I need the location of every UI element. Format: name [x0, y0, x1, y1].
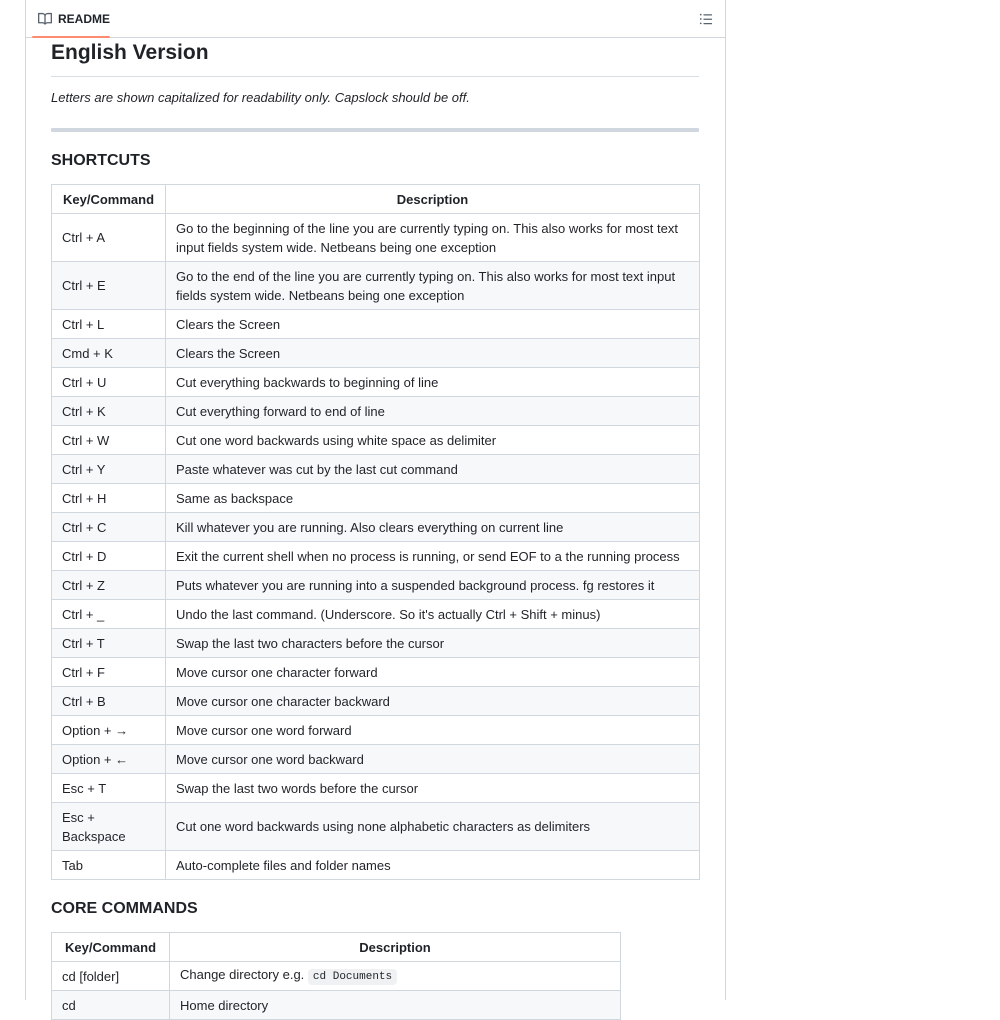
description-cell: Go to the beginning of the line you are currently typing on. This also works for most text input fields system wide. Netbeans being one exception: [166, 214, 700, 262]
column-header-description: Description: [166, 185, 700, 214]
key-cell: Ctrl + F: [52, 658, 166, 687]
description-cell: Swap the last two characters before the cursor: [166, 629, 700, 658]
description-cell: Move cursor one character backward: [166, 687, 700, 716]
table-row: [52, 851, 700, 880]
table-row: [52, 339, 700, 368]
key-cell: Ctrl + B: [52, 687, 166, 716]
table-row: [52, 368, 700, 397]
table-row: [52, 803, 700, 851]
table-row: [52, 962, 621, 991]
key-cell: Ctrl + A: [52, 214, 166, 262]
table-row: [52, 455, 700, 484]
key-cell: Ctrl + K: [52, 397, 166, 426]
key-cell: Ctrl + T: [52, 629, 166, 658]
description-cell: Exit the current shell when no process is running, or send EOF to a the running process: [166, 542, 700, 571]
core-commands-heading: CORE COMMANDS: [51, 900, 198, 917]
key-cell: Ctrl + H: [52, 484, 166, 513]
table-row: [52, 774, 700, 803]
description-cell: Move cursor one character forward: [166, 658, 700, 687]
table-row: [52, 397, 700, 426]
readme-panel: [25, 0, 726, 1013]
key-cell: Esc + Backspace: [52, 803, 166, 851]
book-icon: [38, 12, 52, 26]
key-cell: Ctrl + E: [52, 262, 166, 310]
list-unordered-icon[interactable]: [699, 12, 713, 26]
readme-tab[interactable]: [26, 0, 110, 37]
key-cell: cd: [52, 991, 170, 1020]
description-cell: Cut one word backwards using white space as delimiter: [166, 426, 700, 455]
readme-tab-label: README: [58, 11, 111, 26]
table-row: [52, 745, 700, 774]
key-cell: Tab: [52, 851, 166, 880]
description-cell: [170, 991, 621, 1020]
description-cell: Same as backspace: [166, 484, 700, 513]
column-header-key: Key/Command: [52, 933, 170, 962]
description-cell: Paste whatever was cut by the last cut command: [166, 455, 700, 484]
column-header-key: Key/Command: [52, 185, 166, 214]
column-header-description: Description: [170, 933, 621, 962]
table-row: [52, 991, 621, 1020]
description-cell: Cut everything backwards to beginning of line: [166, 368, 700, 397]
key-cell: Ctrl + _: [52, 600, 166, 629]
table-row: [52, 687, 700, 716]
description-cell: Swap the last two words before the cursor: [166, 774, 700, 803]
description-cell: Kill whatever you are running. Also clears everything on current line: [166, 513, 700, 542]
key-cell: Ctrl + D: [52, 542, 166, 571]
key-cell: Ctrl + Y: [52, 455, 166, 484]
description-cell: Go to the end of the line you are currently typing on. This also works for most text input fields system wide. Netbeans being one exception: [166, 262, 700, 310]
key-cell: Ctrl + Z: [52, 571, 166, 600]
table-header-row: [52, 185, 700, 214]
key-cell: Ctrl + C: [52, 513, 166, 542]
table-header-row: [52, 933, 621, 962]
description-text: Home directory: [180, 997, 269, 1013]
table-row: [52, 600, 700, 629]
key-cell: Option + ←: [52, 745, 166, 774]
key-cell: Ctrl + U: [52, 368, 166, 397]
key-cell: cd [folder]: [52, 962, 170, 991]
table-row: [52, 658, 700, 687]
key-cell: Ctrl + W: [52, 426, 166, 455]
table-row: [52, 629, 700, 658]
key-cell: Ctrl + L: [52, 310, 166, 339]
description-cell: Clears the Screen: [166, 310, 700, 339]
description-cell: Move cursor one word forward: [166, 716, 700, 745]
page-title: English Version: [51, 38, 699, 77]
description-cell: Undo the last command. (Underscore. So it's actually Ctrl + Shift + minus): [166, 600, 700, 629]
readme-content: [51, 38, 699, 1020]
table-row: [52, 262, 700, 310]
table-row: [52, 214, 700, 262]
key-cell: Esc + T: [52, 774, 166, 803]
description-cell: Puts whatever you are running into a suspended background process. fg restores it: [166, 571, 700, 600]
description-cell: [170, 962, 621, 991]
shortcuts-heading: SHORTCUTS: [51, 152, 151, 169]
description-cell: Cut one word backwards using none alphabetic characters as delimiters: [166, 803, 700, 851]
description-cell: Move cursor one word backward: [166, 745, 700, 774]
table-row: [52, 716, 700, 745]
table-row: [52, 513, 700, 542]
table-row: [52, 571, 700, 600]
description-cell: Clears the Screen: [166, 339, 700, 368]
description-cell: Auto-complete files and folder names: [166, 851, 700, 880]
description-text: Change directory e.g.: [180, 967, 305, 982]
readme-header: [26, 0, 725, 38]
table-row: [52, 310, 700, 339]
table-row: [52, 542, 700, 571]
key-cell: Cmd + K: [52, 339, 166, 368]
table-row: [52, 426, 700, 455]
horizontal-rule: [51, 128, 699, 132]
shortcuts-table: [51, 184, 700, 880]
core-commands-table: [51, 932, 621, 1020]
intro-text: Letters are shown capitalized for readability only. Capslock should be off.: [51, 90, 470, 105]
description-cell: Cut everything forward to end of line: [166, 397, 700, 426]
table-row: [52, 484, 700, 513]
inline-code: cd Documents: [308, 969, 397, 985]
key-cell: Option + →: [52, 716, 166, 745]
